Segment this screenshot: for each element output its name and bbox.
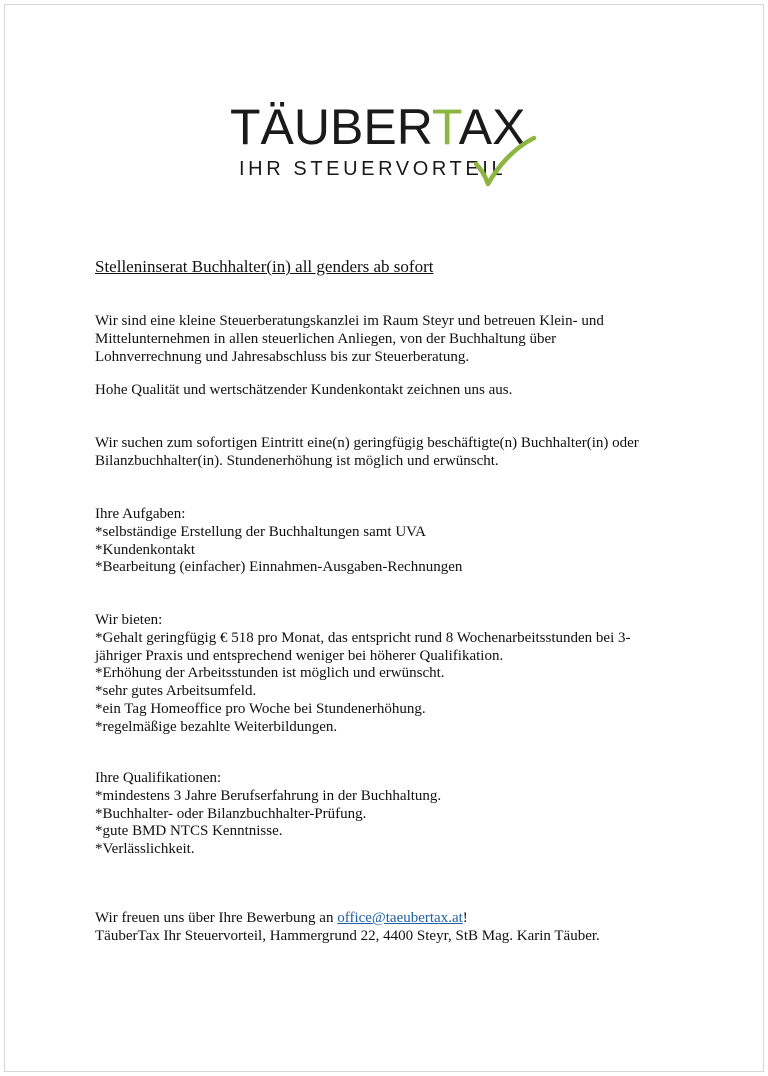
search-line: Wir suchen zum sofortigen Eintritt eine(n) geringfügig beschäftigte(n) Buchhalter(in) oder <box>95 435 639 451</box>
logo-part-2: T <box>431 99 459 155</box>
list-item: *ein Tag Homeoffice pro Woche bei Stundenerhöhung. <box>95 700 426 717</box>
closing-suffix: ! <box>462 910 468 926</box>
search-line: Bilanzbuchhalter(in). Stundenerhöhung ist möglich und erwünscht. <box>95 452 499 469</box>
closing-section <box>95 910 695 946</box>
closing-line <box>95 910 695 928</box>
tasks-section <box>95 506 695 577</box>
list-item: *mindestens 3 Jahre Berufserfahrung in der Buchhaltung. <box>95 787 442 804</box>
tasks-heading: Ihre Aufgaben: <box>95 506 186 522</box>
intro-line: Wir sind eine kleine Steuerberatungskanzlei im Raum Steyr und betreuen Klein- und <box>95 313 604 329</box>
list-item: jähriger Praxis und entsprechend weniger bei höherer Qualifikation. <box>95 647 504 664</box>
list-item: *Verlässlichkeit. <box>95 841 195 858</box>
logo <box>230 100 550 190</box>
intro-line: Mittelunternehmen in allen steuerlichen Anliegen, von der Buchhaltung über <box>95 330 557 347</box>
quality-paragraph <box>95 382 695 400</box>
list-item: *gute BMD NTCS Kenntnisse. <box>95 823 283 840</box>
intro-line: Lohnverrechnung und Jahresabschluss bis zur Steuerberatung. <box>95 348 470 365</box>
list-item: *Erhöhung der Arbeitsstunden ist möglich und erwünscht. <box>95 665 445 682</box>
list-item: *Kundenkontakt <box>95 541 195 558</box>
list-item: *Gehalt geringfügig € 518 pro Monat, das entspricht rund 8 Wochenarbeitsstunden bei 3- <box>95 629 631 646</box>
checkmark-icon <box>468 134 538 190</box>
logo-part-1: TÄUBER <box>230 99 432 155</box>
address-line: TäuberTax Ihr Steuervorteil, Hammergrund 22, 4400 Steyr, StB Mag. Karin Täuber. <box>95 927 600 944</box>
job-title: Stelleninserat Buchhalter(in) all genders ab sofort <box>95 257 434 276</box>
qualifications-section <box>95 770 695 859</box>
search-paragraph <box>95 435 695 471</box>
logo-tagline: IHR STEUERVORTEIL <box>239 158 507 180</box>
list-item: *Buchhalter- oder Bilanzbuchhalter-Prüfung. <box>95 805 367 822</box>
logo-part-3: AX <box>458 99 526 155</box>
closing-prefix: Wir freuen uns über Ihre Bewerbung an <box>95 910 338 926</box>
email-link[interactable]: office@taeubertax.at <box>337 910 463 926</box>
list-item: *regelmäßige bezahlte Weiterbildungen. <box>95 718 338 735</box>
list-item: *Bearbeitung (einfacher) Einnahmen-Ausgaben-Rechnungen <box>95 559 463 576</box>
offer-heading: Wir bieten: <box>95 612 163 628</box>
qualifications-heading: Ihre Qualifikationen: <box>95 770 222 786</box>
list-item: *sehr gutes Arbeitsumfeld. <box>95 683 257 700</box>
quality-line: Hohe Qualität und wertschätzender Kundenkontakt zeichnen uns aus. <box>95 382 513 398</box>
list-item: *selbständige Erstellung der Buchhaltungen samt UVA <box>95 523 426 540</box>
intro-paragraph <box>95 313 695 366</box>
offer-section <box>95 612 695 737</box>
